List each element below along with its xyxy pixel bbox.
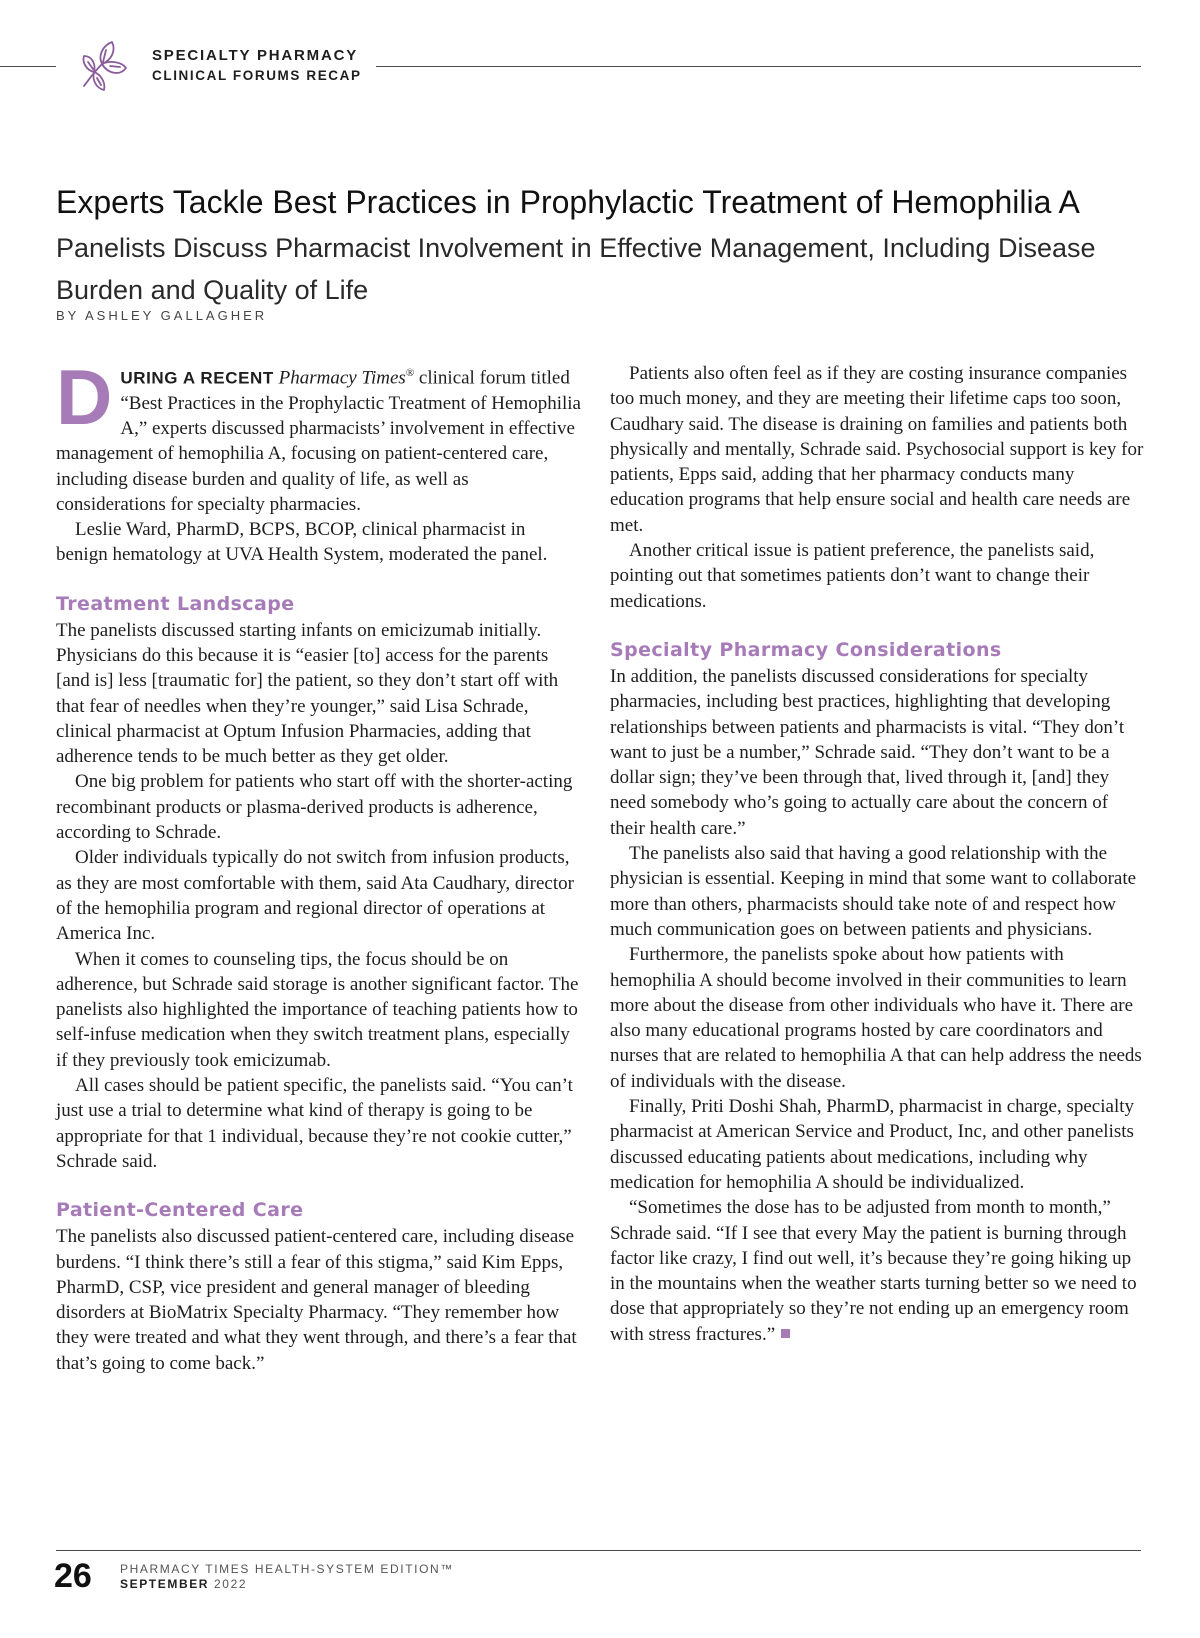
article-subtitle: Panelists Discuss Pharmacist Involvement in Effective Management, Including Disease Burden and Quality of Life: [56, 233, 1096, 305]
paragraph: All cases should be patient specific, the panelists said. “You can’t just use a trial to determine what kind of therapy is going to be appropriate for that 1 individual, because they’re not cookie cutter,” Schrade said.: [56, 1075, 573, 1172]
paragraph: Older individuals typically do not switch from infusion products, as they are most comfortable with them, said Ata Caudhary, director of the hemophilia program and regional director of operations at America Inc.: [56, 847, 574, 945]
heading-patient-centered-care: Patient-Centered Care: [56, 1199, 304, 1222]
issue-month: SEPTEMBER: [120, 1577, 210, 1591]
section-label-line1: SPECIALTY PHARMACY: [152, 47, 359, 64]
section-label: [152, 46, 362, 86]
publication-info: [120, 1562, 454, 1592]
article-title: Experts Tackle Best Practices in Prophylactic Treatment of Hemophilia A: [56, 184, 1080, 220]
paragraph: The panelists also discussed patient-centered care, including disease burdens. “I think there’s still a fear of this stigma,” said Kim Epps, PharmD, CSP, vice president and general manager of bleeding disorders at BioMatrix Specialty Pharmacy. “They remember how they were treated and what they went through, and there’s a fear that that’s going to come back.”: [56, 1226, 577, 1374]
intro-text: clinical forum titled “Best Practices in the Prophylactic Treatment of Hemophilia A,” experts discussed pharmacists’ involvement in effective management of hemophilia A, focusing on patient-centered care, including disease burden and quality of life, as well as considerations for specialty pharmacies.: [56, 367, 581, 515]
intro-paragraph: [56, 353, 581, 517]
moderator-paragraph: Leslie Ward, PharmD, BCPS, BCOP, clinical pharmacist in benign hematology at UVA Health System, moderated the panel.: [56, 519, 548, 566]
paragraph: In addition, the panelists discussed considerations for specialty pharmacies, including best practices, highlighting that developing relationships between patients and pharmacists is vital. “They don’t want to just be a number,” Schrade said. “They don’t want to be a dollar sign; they’ve been through that, lived through it, [and] they need somebody who’s going to actually care about the concern of their health care.”: [610, 665, 1125, 839]
drop-cap: D: [56, 353, 113, 441]
header-rule-right: [376, 66, 1141, 67]
column-left: [56, 353, 581, 1376]
registered-mark: ®: [405, 367, 415, 379]
paragraph: Finally, Priti Doshi Shah, PharmD, pharmacist in charge, specialty pharmacist at American Service and Product, Inc, and other panelists discussed educating patients about medications, including why medication for hemophilia A should be individualized.: [610, 1096, 1135, 1193]
paragraph: Furthermore, the panelists spoke about how patients with hemophilia A should become involved in their communities to learn more about the disease from other individuals who have it. There are also many educational programs hosted by care coordinators and nurses that are related to hemophilia A that can help address the needs of individuals with the disease.: [610, 944, 1142, 1092]
last-paragraph: [610, 1195, 1144, 1347]
byline: BY ASHLEY GALLAGHER: [56, 308, 268, 323]
page-number: 26: [54, 1557, 92, 1595]
heading-specialty-pharmacy-considerations: Specialty Pharmacy Considerations: [610, 638, 1002, 661]
paragraph: The panelists also said that having a good relationship with the physician is essential. Keeping in mind that some want to collaborate more than others, pharmacists should take note of and respect how much communication goes on between patients and physicians.: [610, 843, 1137, 940]
paragraph: Patients also often feel as if they are costing insurance companies too much money, and they are meeting their lifetime caps too soon, Caudhary said. The disease is draining on families and patients both physically and mentally, Schrade said. Psychosocial support is key for patients, Epps said, adding that her pharmacy conducts many education programs that help ensure social and health care needs are met.: [610, 363, 1144, 536]
paragraph: Another critical issue is patient preference, the panelists said, pointing out that sometimes patients don’t want to change their medications.: [610, 540, 1095, 612]
publication-name: Pharmacy Times: [278, 367, 406, 389]
column-right: [610, 361, 1144, 1347]
end-mark-icon: [781, 1329, 790, 1338]
header-rule-left: [0, 66, 56, 67]
issue-year: 2022: [214, 1577, 248, 1591]
footer-rule: [56, 1550, 1141, 1551]
section-label-line2: CLINICAL FORUMS RECAP: [152, 68, 362, 83]
publication-name-footer: PHARMACY TIMES HEALTH-SYSTEM EDITION™: [120, 1562, 454, 1576]
paragraph: One big problem for patients who start off with the shorter-acting recombinant products or plasma-derived products is adherence, according to Schrade.: [56, 771, 573, 844]
paragraph: The panelists discussed starting infants on emicizumab initially. Physicians do this because it is “easier [to] access for the parents [and is] less [traumatic for] the patient, so they don’t start off with that fear of needles when they’re younger,” said Lisa Schrade, clinical pharmacist at Optum Infusion Pharmacies, adding that adherence tends to be much better as they get older.: [56, 619, 559, 768]
leaf-icon: [76, 38, 132, 94]
lead-in: URING A RECENT: [120, 368, 274, 388]
paragraph-text: “Sometimes the dose has to be adjusted from month to month,” Schrade said. “If I see that every May the patient is burning through factor like crazy, I find out well, it’s because they’re going hiking up in the mountains when the weather starts turning better so we need to dose that appropriately so they’re not ending up an emergency room with stress fractures.”: [610, 1197, 1137, 1345]
paragraph: When it comes to counseling tips, the focus should be on adherence, but Schrade said storage is another significant factor. The panelists also highlighted the importance of teaching patients how to self-infuse medication when they switch treatment plans, especially if they previously took emicizumab.: [56, 948, 579, 1071]
heading-treatment-landscape: Treatment Landscape: [56, 592, 295, 615]
